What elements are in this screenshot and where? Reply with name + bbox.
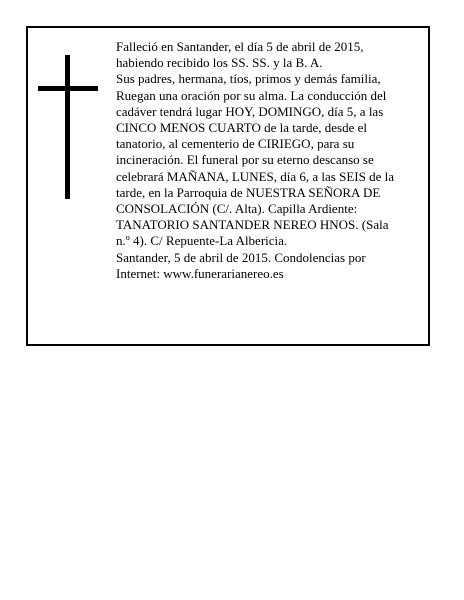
- obituary-line: Santander, 5 de abril de 2015. Condolencias por: [116, 249, 366, 265]
- obituary-line: tanatorio, al cementerio de CIRIEGO, para su: [116, 136, 355, 152]
- obituary-line: TANATORIO SANTANDER NEREO HNOS. (Sala: [116, 217, 389, 233]
- obituary-line: celebrará MAÑANA, LUNES, día 6, a las SEIS de la: [116, 168, 394, 184]
- obituary-notice: [26, 26, 430, 346]
- obituary-line: Falleció en Santander, el día 5 de abril de 2015,: [116, 39, 364, 54]
- obituary-line: Ruegan una oración por su alma. La conducción del: [116, 87, 387, 103]
- obituary-line: CINCO MENOS CUARTO de la tarde, desde el: [116, 120, 367, 136]
- obituary-line: tarde, en la Parroquia de NUESTRA SEÑORA DE: [116, 184, 381, 200]
- funeral-home-website-line: Internet: www.funerarianereo.es: [116, 265, 284, 281]
- obituary-text: [116, 39, 422, 282]
- latin-cross-icon: [38, 55, 98, 199]
- obituary-line: Sus padres, hermana, tíos, primos y demás familia,: [116, 71, 381, 87]
- obituary-line: cadáver tendrá lugar HOY, DOMINGO, día 5, a las: [116, 103, 384, 119]
- cross-horizontal-bar: [38, 86, 98, 91]
- obituary-line: n.º 4). C/ Repuente-La Albericia.: [116, 233, 288, 249]
- cross-vertical-bar: [65, 55, 70, 199]
- obituary-line: habiendo recibido los SS. SS. y la B. A.: [116, 55, 323, 71]
- obituary-line: incineración. El funeral por su eterno descanso se: [116, 152, 374, 168]
- obituary-line: CONSOLACIÓN (C/. Alta). Capilla Ardiente:: [116, 201, 358, 217]
